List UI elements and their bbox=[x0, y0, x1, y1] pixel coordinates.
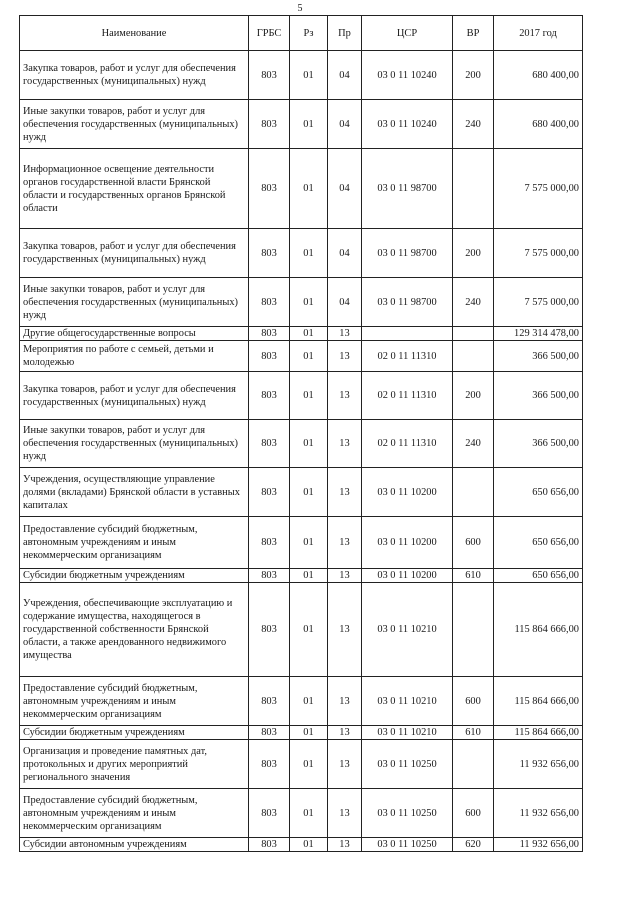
table-row bbox=[20, 726, 583, 740]
row-amount: 680 400,00 bbox=[494, 51, 583, 100]
table-row bbox=[20, 583, 583, 677]
row-grbs: 803 bbox=[249, 327, 290, 341]
row-csr: 03 0 11 10210 bbox=[362, 677, 453, 726]
row-name: Иные закупки товаров, работ и услуг для обеспечения государственных (муниципальных) нужд bbox=[20, 100, 249, 149]
row-name: Предоставление субсидий бюджетным, автономным учреждениям и иным некоммерческим организациям bbox=[20, 789, 249, 838]
col-header-pr: Пр bbox=[328, 16, 362, 51]
row-pr: 13 bbox=[328, 838, 362, 852]
row-pr: 13 bbox=[328, 740, 362, 789]
row-csr: 03 0 11 98700 bbox=[362, 229, 453, 278]
row-pr: 13 bbox=[328, 372, 362, 420]
table-row bbox=[20, 278, 583, 327]
row-csr bbox=[362, 327, 453, 341]
col-header-year-2017: 2017 год bbox=[494, 16, 583, 51]
row-name: Иные закупки товаров, работ и услуг для обеспечения государственных (муниципальных) нужд bbox=[20, 278, 249, 327]
row-pr: 04 bbox=[328, 149, 362, 229]
row-grbs: 803 bbox=[249, 517, 290, 569]
row-csr: 03 0 11 10200 bbox=[362, 517, 453, 569]
budget-table bbox=[19, 15, 583, 852]
row-pr: 13 bbox=[328, 677, 362, 726]
row-rz: 01 bbox=[290, 327, 328, 341]
row-amount: 366 500,00 bbox=[494, 372, 583, 420]
row-csr: 03 0 11 10240 bbox=[362, 51, 453, 100]
col-header-name: Наименование bbox=[20, 16, 249, 51]
row-amount: 7 575 000,00 bbox=[494, 229, 583, 278]
row-amount: 366 500,00 bbox=[494, 420, 583, 468]
table-row bbox=[20, 838, 583, 852]
row-rz: 01 bbox=[290, 517, 328, 569]
header-row bbox=[20, 16, 583, 51]
row-grbs: 803 bbox=[249, 51, 290, 100]
row-csr: 03 0 11 10250 bbox=[362, 789, 453, 838]
row-rz: 01 bbox=[290, 740, 328, 789]
row-amount: 366 500,00 bbox=[494, 341, 583, 372]
col-header-grbs: ГРБС bbox=[249, 16, 290, 51]
row-csr: 03 0 11 10240 bbox=[362, 100, 453, 149]
row-grbs: 803 bbox=[249, 149, 290, 229]
row-vr: 600 bbox=[453, 677, 494, 726]
table-row bbox=[20, 468, 583, 517]
row-name: Иные закупки товаров, работ и услуг для обеспечения государственных (муниципальных) нужд bbox=[20, 420, 249, 468]
row-csr: 02 0 11 11310 bbox=[362, 420, 453, 468]
row-csr: 03 0 11 10210 bbox=[362, 583, 453, 677]
row-amount: 650 656,00 bbox=[494, 569, 583, 583]
row-name: Учреждения, обеспечивающие эксплуатацию и содержание имущества, находящегося в государственной собственности Брянской области, а также арендованного недвижимого имущества bbox=[20, 583, 249, 677]
row-pr: 13 bbox=[328, 569, 362, 583]
table-header bbox=[20, 16, 583, 51]
row-csr: 03 0 11 98700 bbox=[362, 149, 453, 229]
row-csr: 03 0 11 98700 bbox=[362, 278, 453, 327]
row-rz: 01 bbox=[290, 677, 328, 726]
row-vr bbox=[453, 468, 494, 517]
row-rz: 01 bbox=[290, 149, 328, 229]
row-csr: 03 0 11 10200 bbox=[362, 468, 453, 517]
row-vr: 240 bbox=[453, 100, 494, 149]
row-amount: 11 932 656,00 bbox=[494, 838, 583, 852]
row-vr bbox=[453, 327, 494, 341]
row-vr: 200 bbox=[453, 229, 494, 278]
table-row bbox=[20, 677, 583, 726]
row-vr: 600 bbox=[453, 517, 494, 569]
row-amount: 115 864 666,00 bbox=[494, 583, 583, 677]
row-name: Другие общегосударственные вопросы bbox=[20, 327, 249, 341]
row-pr: 04 bbox=[328, 229, 362, 278]
row-name: Мероприятия по работе с семьей, детьми и молодежью bbox=[20, 341, 249, 372]
row-rz: 01 bbox=[290, 569, 328, 583]
row-pr: 13 bbox=[328, 420, 362, 468]
row-vr: 600 bbox=[453, 789, 494, 838]
row-pr: 13 bbox=[328, 341, 362, 372]
row-rz: 01 bbox=[290, 372, 328, 420]
row-name: Закупка товаров, работ и услуг для обеспечения государственных (муниципальных) нужд bbox=[20, 372, 249, 420]
row-csr: 02 0 11 11310 bbox=[362, 341, 453, 372]
row-vr: 240 bbox=[453, 420, 494, 468]
row-name: Закупка товаров, работ и услуг для обеспечения государственных (муниципальных) нужд bbox=[20, 229, 249, 278]
row-rz: 01 bbox=[290, 789, 328, 838]
row-name: Субсидии автономным учреждениям bbox=[20, 838, 249, 852]
row-pr: 13 bbox=[328, 726, 362, 740]
table-row bbox=[20, 740, 583, 789]
row-rz: 01 bbox=[290, 278, 328, 327]
row-grbs: 803 bbox=[249, 583, 290, 677]
table-row bbox=[20, 569, 583, 583]
row-pr: 13 bbox=[328, 583, 362, 677]
row-amount: 129 314 478,00 bbox=[494, 327, 583, 341]
row-pr: 13 bbox=[328, 789, 362, 838]
row-pr: 04 bbox=[328, 51, 362, 100]
row-grbs: 803 bbox=[249, 100, 290, 149]
col-header-rz: Рз bbox=[290, 16, 328, 51]
row-amount: 650 656,00 bbox=[494, 468, 583, 517]
page-number: 5 bbox=[297, 3, 303, 14]
table-row bbox=[20, 341, 583, 372]
row-grbs: 803 bbox=[249, 278, 290, 327]
col-header-vr: ВР bbox=[453, 16, 494, 51]
row-name: Предоставление субсидий бюджетным, автономным учреждениям и иным некоммерческим организациям bbox=[20, 517, 249, 569]
row-pr: 04 bbox=[328, 100, 362, 149]
row-rz: 01 bbox=[290, 838, 328, 852]
table-row bbox=[20, 789, 583, 838]
row-vr bbox=[453, 341, 494, 372]
row-vr bbox=[453, 583, 494, 677]
row-vr: 610 bbox=[453, 569, 494, 583]
row-name: Закупка товаров, работ и услуг для обеспечения государственных (муниципальных) нужд bbox=[20, 51, 249, 100]
row-vr bbox=[453, 149, 494, 229]
row-pr: 13 bbox=[328, 327, 362, 341]
row-rz: 01 bbox=[290, 726, 328, 740]
row-vr: 200 bbox=[453, 372, 494, 420]
row-amount: 7 575 000,00 bbox=[494, 278, 583, 327]
table-row bbox=[20, 327, 583, 341]
row-vr: 240 bbox=[453, 278, 494, 327]
table-row bbox=[20, 517, 583, 569]
row-vr: 200 bbox=[453, 51, 494, 100]
row-rz: 01 bbox=[290, 229, 328, 278]
col-header-csr: ЦСР bbox=[362, 16, 453, 51]
row-rz: 01 bbox=[290, 341, 328, 372]
row-name: Информационное освещение деятельности органов государственной власти Брянской области и государственных органов Брянской области bbox=[20, 149, 249, 229]
row-vr bbox=[453, 740, 494, 789]
row-grbs: 803 bbox=[249, 468, 290, 517]
table-row bbox=[20, 51, 583, 100]
row-grbs: 803 bbox=[249, 569, 290, 583]
row-csr: 03 0 11 10250 bbox=[362, 838, 453, 852]
row-grbs: 803 bbox=[249, 726, 290, 740]
row-amount: 115 864 666,00 bbox=[494, 677, 583, 726]
row-csr: 03 0 11 10200 bbox=[362, 569, 453, 583]
row-grbs: 803 bbox=[249, 229, 290, 278]
row-amount: 680 400,00 bbox=[494, 100, 583, 149]
row-grbs: 803 bbox=[249, 420, 290, 468]
table-row bbox=[20, 420, 583, 468]
row-rz: 01 bbox=[290, 420, 328, 468]
row-pr: 04 bbox=[328, 278, 362, 327]
row-amount: 7 575 000,00 bbox=[494, 149, 583, 229]
row-amount: 11 932 656,00 bbox=[494, 789, 583, 838]
row-name: Субсидии бюджетным учреждениям bbox=[20, 569, 249, 583]
table-body bbox=[20, 51, 583, 852]
table-row bbox=[20, 372, 583, 420]
row-grbs: 803 bbox=[249, 341, 290, 372]
row-name: Учреждения, осуществляющие управление долями (вкладами) Брянской области в уставных капиталах bbox=[20, 468, 249, 517]
table-row bbox=[20, 229, 583, 278]
row-grbs: 803 bbox=[249, 740, 290, 789]
row-vr: 610 bbox=[453, 726, 494, 740]
row-grbs: 803 bbox=[249, 789, 290, 838]
row-amount: 650 656,00 bbox=[494, 517, 583, 569]
row-pr: 13 bbox=[328, 468, 362, 517]
row-vr: 620 bbox=[453, 838, 494, 852]
row-rz: 01 bbox=[290, 583, 328, 677]
row-name: Субсидии бюджетным учреждениям bbox=[20, 726, 249, 740]
row-csr: 02 0 11 11310 bbox=[362, 372, 453, 420]
row-csr: 03 0 11 10210 bbox=[362, 726, 453, 740]
row-name: Организация и проведение памятных дат, протокольных и других мероприятий регионального значения bbox=[20, 740, 249, 789]
row-name: Предоставление субсидий бюджетным, автономным учреждениям и иным некоммерческим организациям bbox=[20, 677, 249, 726]
row-pr: 13 bbox=[328, 517, 362, 569]
row-grbs: 803 bbox=[249, 677, 290, 726]
row-rz: 01 bbox=[290, 468, 328, 517]
row-csr: 03 0 11 10250 bbox=[362, 740, 453, 789]
table-row bbox=[20, 100, 583, 149]
row-amount: 115 864 666,00 bbox=[494, 726, 583, 740]
table-row bbox=[20, 149, 583, 229]
row-grbs: 803 bbox=[249, 838, 290, 852]
row-grbs: 803 bbox=[249, 372, 290, 420]
row-amount: 11 932 656,00 bbox=[494, 740, 583, 789]
row-rz: 01 bbox=[290, 100, 328, 149]
row-rz: 01 bbox=[290, 51, 328, 100]
